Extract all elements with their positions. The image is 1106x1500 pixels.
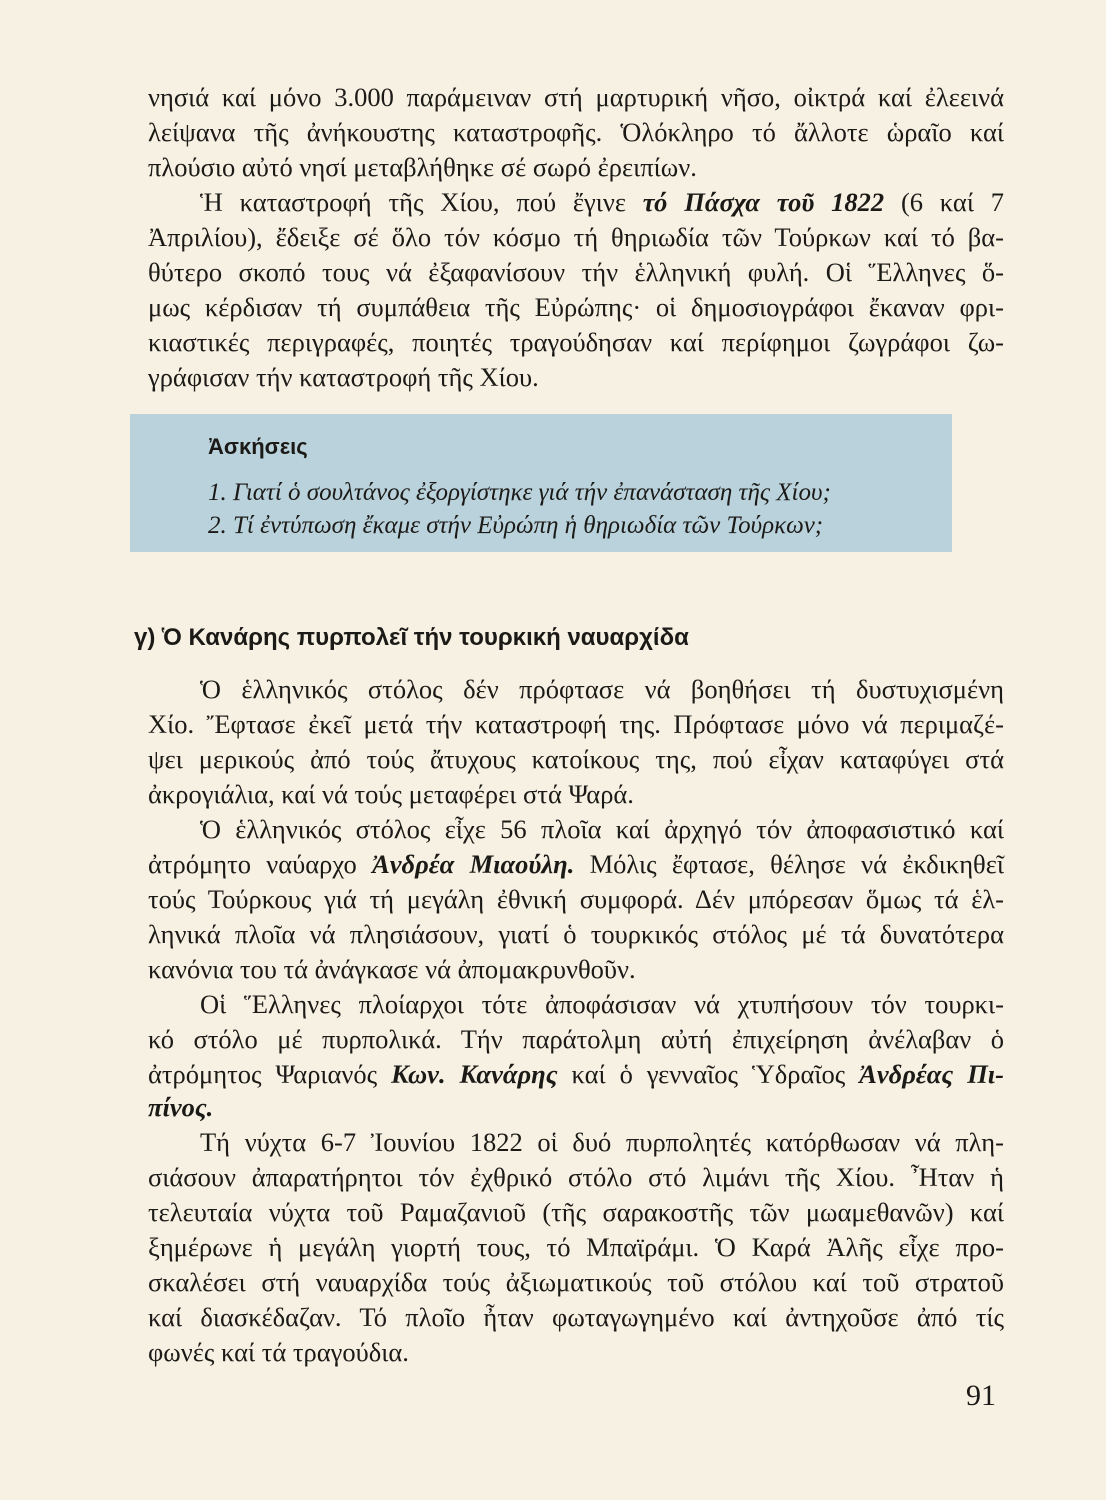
text-line: [148, 847, 1004, 881]
text-line: σιάσουν ἀπαρατήρητοι τόν ἐχθρικό στόλο στό λιμάνι τῆς Χίου. Ἦταν ἡ: [148, 1162, 1004, 1192]
text-line: ληνικά πλοῖα νά πλησιάσουν, γιατί ὁ τουρκικός στόλος μέ τά δυνατότερα: [148, 919, 1004, 949]
text-line: νησιά καί μόνο 3.000 παράμειναν στή μαρτυρική νῆσο, οἰκτρά καί ἐλεεινά: [148, 82, 1004, 112]
text-line: Ὁ ἑλληνικός στόλος δέν πρόφτασε νά βοηθήσει τή δυστυχισμένη: [200, 674, 1004, 704]
text-line: Χίο. Ἔφτασε ἐκεῖ μετά τήν καταστροφή της. Πρόφτασε μόνο νά περιμαζέ-: [148, 709, 1004, 739]
text-line: Τή νύχτα 6-7 Ἰουνίου 1822 οἱ δυό πυρπολητές κατόρθωσαν νά πλη-: [200, 1127, 1004, 1157]
emphasized-date: τό Πάσχα τοῦ 1822: [642, 187, 885, 217]
exercise-question: 1. Γιατί ὁ σουλτάνος ἐξοργίστηκε γιά τήν ἐπανάσταση τῆς Χίου;: [208, 479, 831, 506]
text-line: Ἀπριλίου), ἔδειξε σέ ὅλο τόν κόσμο τή θηριωδία τῶν Τούρκων καί τό βα-: [148, 222, 1004, 252]
text-span: Μόλις ἔφτασε, θέλησε νά ἐκδικηθεῖ: [574, 849, 1005, 879]
text-line: [148, 1057, 1004, 1091]
text-line: θύτερο σκοπό τους νά ἐξαφανίσουν τήν ἑλληνική φυλή. Οἱ Ἕλληνες ὅ-: [148, 257, 1004, 287]
text-line: ἀκρογιάλια, καί νά τούς μεταφέρει στά Ψαρά.: [148, 779, 634, 809]
text-line: κανόνια του τά ἀνάγκασε νά ἀπομακρυνθοῦν.: [148, 954, 636, 984]
text-line: μως κέρδισαν τή συμπάθεια τῆς Εὐρώπης· οἱ δημοσιογράφοι ἔκαναν φρι-: [148, 292, 1004, 322]
text-span: ἀτρόμητος Ψαριανός: [148, 1059, 392, 1089]
text-line: τελευταία νύχτα τοῦ Ραμαζανιοῦ (τῆς σαρακοστῆς τῶν μωαμεθανῶν) καί: [148, 1197, 1004, 1227]
text-line: κιαστικές περιγραφές, ποιητές τραγούδησαν καί περίφημοι ζωγράφοι ζω-: [148, 327, 1004, 357]
text-line: πλούσιο αὐτό νησί μεταβλήθηκε σέ σωρό ἐρειπίων.: [148, 152, 697, 182]
text-line: ξημέρωνε ἡ μεγάλη γιορτή τους, τό Μπαϊράμι. Ὁ Καρά Ἀλῆς εἶχε προ-: [148, 1232, 1004, 1262]
text-line: ψει μερικούς ἀπό τούς ἄτυχους κατοίκους της, πού εἶχαν καταφύγει στά: [148, 744, 1004, 774]
emphasized-name: Ἀνδρέας Πι-: [859, 1059, 1004, 1089]
section-heading: γ) Ὁ Κανάρης πυρπολεῖ τήν τουρκική ναυαρχίδα: [134, 624, 689, 651]
text-line: [200, 185, 1004, 219]
text-line: γράφισαν τήν καταστροφή τῆς Χίου.: [148, 362, 539, 392]
exercise-question: 2. Τί ἐντύπωση ἔκαμε στήν Εὐρώπη ἡ θηριωδία τῶν Τούρκων;: [208, 512, 824, 539]
text-span: Ἡ καταστροφή τῆς Χίου, πού ἔγινε: [200, 187, 643, 217]
exercises-title: Ἀσκήσεις: [208, 434, 308, 459]
text-line: Οἱ Ἕλληνες πλοίαρχοι τότε ἀποφάσισαν νά χτυπήσουν τόν τουρκι-: [200, 989, 1004, 1019]
text-line: λείψανα τῆς ἀνήκουστης καταστροφῆς. Ὁλόκληρο τό ἄλλοτε ὡραῖο καί: [148, 117, 1004, 147]
text-line: Ὁ ἑλληνικός στόλος εἶχε 56 πλοῖα καί ἀρχηγό τόν ἀποφασιστικό καί: [200, 814, 1004, 844]
emphasized-name: πίνος.: [148, 1092, 214, 1122]
text-line: φωνές καί τά τραγούδια.: [148, 1337, 409, 1367]
text-line: τούς Τούρκους γιά τή μεγάλη ἐθνική συμφορά. Δέν μπόρεσαν ὅμως τά ἑλ-: [148, 884, 1004, 914]
text-line: καί διασκέδαζαν. Τό πλοῖο ἦταν φωταγωγημένο καί ἀντηχοῦσε ἀπό τίς: [148, 1302, 1004, 1332]
page-number: 91: [966, 1379, 996, 1412]
text-line: σκαλέσει στή ναυαρχίδα τούς ἀξιωματικούς τοῦ στόλου καί τοῦ στρατοῦ: [148, 1267, 1004, 1297]
text-span: ἀτρόμητο ναύαρχο: [148, 849, 373, 879]
text-span: καί ὁ γενναῖος Ὑδραῖος: [557, 1059, 860, 1089]
text-line: κό στόλο μέ πυρπολικά. Τήν παράτολμη αὐτή ἐπιχείρηση ἀνέλαβαν ὁ: [148, 1024, 1004, 1054]
text-span: (6 καί 7: [884, 187, 1004, 217]
emphasized-name: Ἀνδρέα Μιαούλη.: [372, 849, 575, 879]
emphasized-name: Κων. Κανάρης: [391, 1059, 558, 1089]
